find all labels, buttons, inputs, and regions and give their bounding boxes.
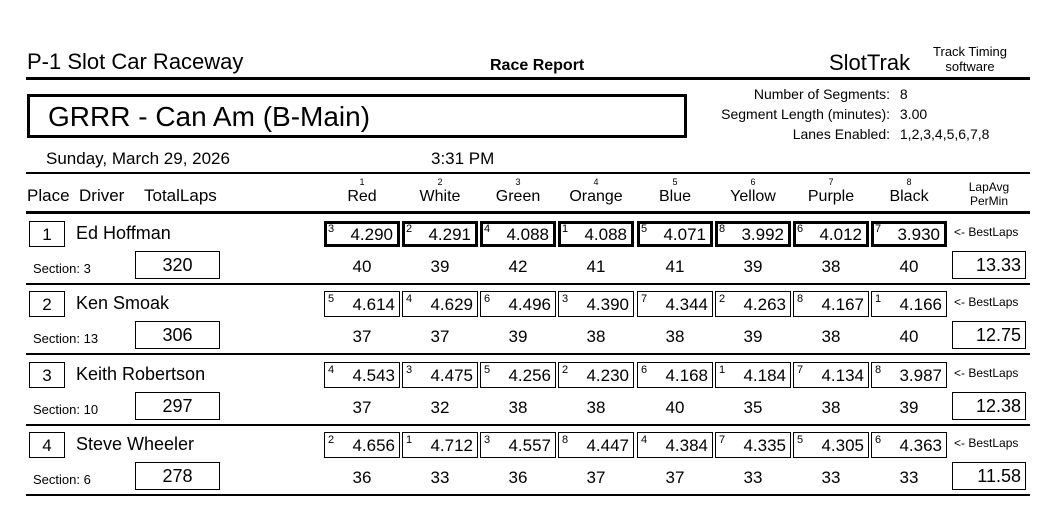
lanes-value: 1,2,3,4,5,6,7,8 bbox=[899, 126, 990, 142]
best-lap-cell bbox=[793, 362, 869, 388]
best-lap-cell bbox=[715, 221, 791, 247]
lane-laps: 35 bbox=[743, 398, 763, 417]
lane-laps: 39 bbox=[743, 327, 763, 346]
lane-laps: 37 bbox=[665, 468, 685, 487]
best-lap-cell bbox=[480, 291, 556, 317]
lane-header bbox=[557, 178, 635, 207]
best-lap-position: 7 bbox=[641, 293, 648, 305]
best-lap-position: 7 bbox=[719, 434, 726, 446]
lane-number: 4 bbox=[593, 177, 599, 187]
best-lap-cell bbox=[558, 221, 634, 247]
best-lap-time: 4.712 bbox=[430, 436, 473, 455]
best-lap-cell bbox=[558, 432, 634, 458]
lane-header bbox=[792, 178, 870, 207]
best-laps-label: <- BestLaps bbox=[954, 436, 1019, 450]
best-lap-time: 4.166 bbox=[899, 295, 942, 314]
brand-name: SlotTrak bbox=[829, 50, 911, 75]
section-label: Section: 10 bbox=[33, 402, 99, 417]
best-lap-position: 2 bbox=[719, 293, 726, 305]
lane-name: Blue bbox=[658, 188, 692, 205]
best-lap-position: 5 bbox=[797, 434, 804, 446]
best-lap-time: 4.543 bbox=[352, 366, 395, 385]
best-lap-position: 2 bbox=[562, 364, 569, 376]
segment-length-info bbox=[700, 106, 927, 122]
col-lap-avg-line1: LapAvg bbox=[968, 180, 1010, 194]
best-lap-time: 4.263 bbox=[743, 295, 786, 314]
best-lap-cell bbox=[793, 291, 869, 317]
place-number: 4 bbox=[29, 432, 65, 458]
lane-name: Purple bbox=[807, 188, 855, 205]
race-time: 3:31 PM bbox=[431, 149, 495, 168]
best-lap-time: 4.071 bbox=[663, 225, 706, 244]
best-lap-cell bbox=[871, 291, 947, 317]
best-lap-cell bbox=[793, 221, 869, 247]
lane-laps: 33 bbox=[430, 468, 450, 487]
raceway-name: P-1 Slot Car Raceway bbox=[27, 49, 244, 74]
best-lap-time: 4.256 bbox=[508, 366, 551, 385]
best-lap-cell bbox=[558, 362, 634, 388]
lane-laps: 38 bbox=[665, 327, 685, 346]
date-rule bbox=[26, 172, 1030, 174]
best-lap-position: 3 bbox=[562, 293, 569, 305]
lane-laps: 38 bbox=[821, 327, 841, 346]
lane-header bbox=[636, 178, 714, 207]
col-driver: Driver bbox=[79, 186, 125, 205]
best-lap-position: 1 bbox=[406, 434, 413, 446]
best-lap-position: 7 bbox=[797, 364, 804, 376]
row-divider bbox=[26, 494, 1030, 496]
best-lap-position: 7 bbox=[875, 223, 882, 235]
place-number: 1 bbox=[29, 221, 65, 247]
best-lap-time: 4.447 bbox=[586, 436, 629, 455]
best-lap-time: 4.475 bbox=[430, 366, 473, 385]
lane-number: 8 bbox=[906, 177, 912, 187]
best-lap-time: 3.987 bbox=[899, 366, 942, 385]
brand-tagline bbox=[922, 44, 1018, 74]
best-lap-time: 4.088 bbox=[584, 225, 627, 244]
lap-avg-per-min: 12.75 bbox=[952, 321, 1026, 349]
best-lap-position: 6 bbox=[797, 223, 804, 235]
best-lap-cell bbox=[871, 362, 947, 388]
race-title: GRRR - Can Am (B-Main) bbox=[27, 94, 687, 138]
best-lap-position: 5 bbox=[484, 364, 491, 376]
lane-laps: 37 bbox=[352, 398, 372, 417]
best-lap-cell bbox=[871, 221, 947, 247]
best-lap-cell bbox=[324, 291, 400, 317]
best-lap-position: 6 bbox=[641, 364, 648, 376]
best-lap-position: 6 bbox=[484, 293, 491, 305]
best-lap-position: 8 bbox=[875, 364, 882, 376]
lane-laps: 37 bbox=[352, 327, 372, 346]
lane-number: 6 bbox=[750, 177, 756, 187]
lane-laps: 37 bbox=[586, 468, 606, 487]
best-lap-cell bbox=[402, 362, 478, 388]
lane-name: Black bbox=[889, 188, 929, 205]
lane-laps: 41 bbox=[665, 257, 685, 276]
lane-laps: 36 bbox=[508, 468, 528, 487]
best-lap-time: 3.992 bbox=[741, 225, 784, 244]
lane-number: 5 bbox=[672, 177, 678, 187]
lane-header bbox=[870, 178, 948, 207]
lane-laps: 41 bbox=[586, 257, 606, 276]
report-title: Race Report bbox=[490, 57, 585, 74]
lane-laps: 39 bbox=[743, 257, 763, 276]
best-lap-time: 4.230 bbox=[586, 366, 629, 385]
row-divider bbox=[26, 424, 1030, 426]
best-lap-cell bbox=[637, 432, 713, 458]
lap-avg-per-min: 11.58 bbox=[952, 462, 1026, 490]
section-label: Section: 3 bbox=[33, 261, 91, 276]
lane-header bbox=[479, 178, 557, 207]
best-lap-position: 1 bbox=[875, 293, 882, 305]
lane-name: Green bbox=[495, 188, 541, 205]
lane-laps: 40 bbox=[899, 257, 919, 276]
tagline-line1: Track Timing bbox=[933, 44, 1007, 59]
lane-header bbox=[323, 178, 401, 207]
best-lap-cell bbox=[715, 432, 791, 458]
segments-label: Number of Segments: bbox=[753, 86, 890, 102]
best-lap-position: 5 bbox=[641, 223, 648, 235]
col-lap-avg-line2: PerMin bbox=[969, 194, 1008, 208]
section-label: Section: 13 bbox=[33, 331, 99, 346]
lane-laps: 39 bbox=[430, 257, 450, 276]
best-lap-cell bbox=[637, 221, 713, 247]
best-lap-position: 8 bbox=[797, 293, 804, 305]
best-laps-label: <- BestLaps bbox=[954, 225, 1019, 239]
lane-number: 1 bbox=[359, 177, 365, 187]
best-lap-time: 3.930 bbox=[897, 225, 940, 244]
best-lap-position: 2 bbox=[406, 223, 413, 235]
best-lap-time: 4.088 bbox=[506, 225, 549, 244]
best-lap-time: 4.335 bbox=[743, 436, 786, 455]
race-date: Sunday, March 29, 2026 bbox=[46, 149, 230, 168]
lane-laps: 38 bbox=[821, 257, 841, 276]
lane-name: Red bbox=[347, 188, 377, 205]
driver-name: Keith Robertson bbox=[76, 364, 206, 384]
best-lap-position: 8 bbox=[719, 223, 726, 235]
lane-laps: 38 bbox=[821, 398, 841, 417]
best-lap-cell bbox=[324, 362, 400, 388]
total-laps: 306 bbox=[135, 321, 220, 349]
best-lap-cell bbox=[480, 432, 556, 458]
segment-length-value: 3.00 bbox=[899, 106, 928, 122]
segments-value: 8 bbox=[899, 86, 908, 102]
lane-name: Yellow bbox=[730, 188, 776, 205]
best-lap-cell bbox=[715, 291, 791, 317]
lap-avg-per-min: 12.38 bbox=[952, 392, 1026, 420]
best-lap-position: 3 bbox=[484, 434, 491, 446]
best-lap-cell bbox=[793, 432, 869, 458]
lane-name: White bbox=[419, 188, 461, 205]
lane-laps: 40 bbox=[665, 398, 685, 417]
lane-number: 7 bbox=[828, 177, 834, 187]
best-lap-time: 4.614 bbox=[352, 295, 395, 314]
driver-name: Steve Wheeler bbox=[76, 434, 195, 454]
best-lap-time: 4.305 bbox=[821, 436, 864, 455]
lane-header bbox=[401, 178, 479, 207]
place-number: 2 bbox=[29, 291, 65, 317]
best-lap-time: 4.291 bbox=[428, 225, 471, 244]
best-lap-cell bbox=[324, 221, 400, 247]
section-label: Section: 6 bbox=[33, 472, 91, 487]
best-lap-position: 8 bbox=[562, 434, 569, 446]
best-lap-time: 4.629 bbox=[430, 295, 473, 314]
col-total-laps: TotalLaps bbox=[144, 186, 217, 205]
lane-header bbox=[714, 178, 792, 207]
lanes-info bbox=[700, 126, 989, 142]
driver-name: Ken Smoak bbox=[76, 293, 170, 313]
best-lap-cell bbox=[715, 362, 791, 388]
best-lap-position: 3 bbox=[406, 364, 413, 376]
best-lap-time: 4.290 bbox=[350, 225, 393, 244]
best-lap-time: 4.496 bbox=[508, 295, 551, 314]
lane-laps: 39 bbox=[899, 398, 919, 417]
lane-laps: 32 bbox=[430, 398, 450, 417]
driver-name: Ed Hoffman bbox=[76, 223, 171, 243]
best-lap-position: 1 bbox=[719, 364, 726, 376]
best-lap-position: 4 bbox=[484, 223, 491, 235]
lane-laps: 40 bbox=[352, 257, 372, 276]
place-number: 3 bbox=[29, 362, 65, 388]
best-lap-cell bbox=[558, 291, 634, 317]
lane-laps: 38 bbox=[508, 398, 528, 417]
best-laps-label: <- BestLaps bbox=[954, 295, 1019, 309]
best-lap-time: 4.363 bbox=[899, 436, 942, 455]
total-laps: 278 bbox=[135, 462, 220, 490]
best-lap-time: 4.557 bbox=[508, 436, 551, 455]
best-lap-cell bbox=[480, 362, 556, 388]
lane-laps: 39 bbox=[508, 327, 528, 346]
best-lap-position: 4 bbox=[406, 293, 413, 305]
best-lap-time: 4.134 bbox=[821, 366, 864, 385]
lane-laps: 40 bbox=[899, 327, 919, 346]
best-laps-label: <- BestLaps bbox=[954, 366, 1019, 380]
best-lap-position: 1 bbox=[562, 223, 569, 235]
best-lap-position: 5 bbox=[328, 293, 335, 305]
tagline-line2: software bbox=[945, 59, 995, 74]
best-lap-cell bbox=[324, 432, 400, 458]
lane-laps: 38 bbox=[586, 327, 606, 346]
column-header-rule bbox=[26, 211, 1030, 214]
row-divider bbox=[26, 353, 1030, 355]
lap-avg-per-min: 13.33 bbox=[952, 251, 1026, 279]
best-lap-position: 4 bbox=[328, 364, 335, 376]
best-lap-time: 4.168 bbox=[665, 366, 708, 385]
best-lap-time: 4.012 bbox=[819, 225, 862, 244]
lane-number: 3 bbox=[515, 177, 521, 187]
row-divider bbox=[26, 283, 1030, 285]
lane-laps: 33 bbox=[899, 468, 919, 487]
lane-number: 2 bbox=[437, 177, 443, 187]
best-lap-time: 4.184 bbox=[743, 366, 786, 385]
best-lap-time: 4.384 bbox=[665, 436, 708, 455]
lane-name: Orange bbox=[569, 188, 623, 205]
best-lap-cell bbox=[637, 362, 713, 388]
segments-info bbox=[700, 86, 908, 102]
best-lap-time: 4.656 bbox=[352, 436, 395, 455]
lane-laps: 38 bbox=[586, 398, 606, 417]
best-lap-time: 4.390 bbox=[586, 295, 629, 314]
lanes-label: Lanes Enabled: bbox=[792, 126, 890, 142]
lane-laps: 33 bbox=[821, 468, 841, 487]
best-lap-position: 4 bbox=[641, 434, 648, 446]
lane-laps: 42 bbox=[508, 257, 528, 276]
lane-laps: 33 bbox=[743, 468, 763, 487]
best-lap-time: 4.344 bbox=[665, 295, 708, 314]
total-laps: 320 bbox=[135, 251, 220, 279]
best-lap-time: 4.167 bbox=[821, 295, 864, 314]
best-lap-cell bbox=[402, 291, 478, 317]
col-lap-avg bbox=[952, 180, 1026, 208]
lane-laps: 37 bbox=[430, 327, 450, 346]
lane-laps: 36 bbox=[352, 468, 372, 487]
best-lap-cell bbox=[480, 221, 556, 247]
col-place: Place bbox=[27, 186, 70, 205]
best-lap-cell bbox=[871, 432, 947, 458]
best-lap-position: 3 bbox=[328, 223, 335, 235]
best-lap-cell bbox=[402, 221, 478, 247]
best-lap-cell bbox=[637, 291, 713, 317]
best-lap-position: 2 bbox=[328, 434, 335, 446]
header-rule bbox=[26, 77, 1030, 80]
best-lap-cell bbox=[402, 432, 478, 458]
best-lap-position: 6 bbox=[875, 434, 882, 446]
total-laps: 297 bbox=[135, 392, 220, 420]
segment-length-label: Segment Length (minutes): bbox=[721, 106, 890, 122]
